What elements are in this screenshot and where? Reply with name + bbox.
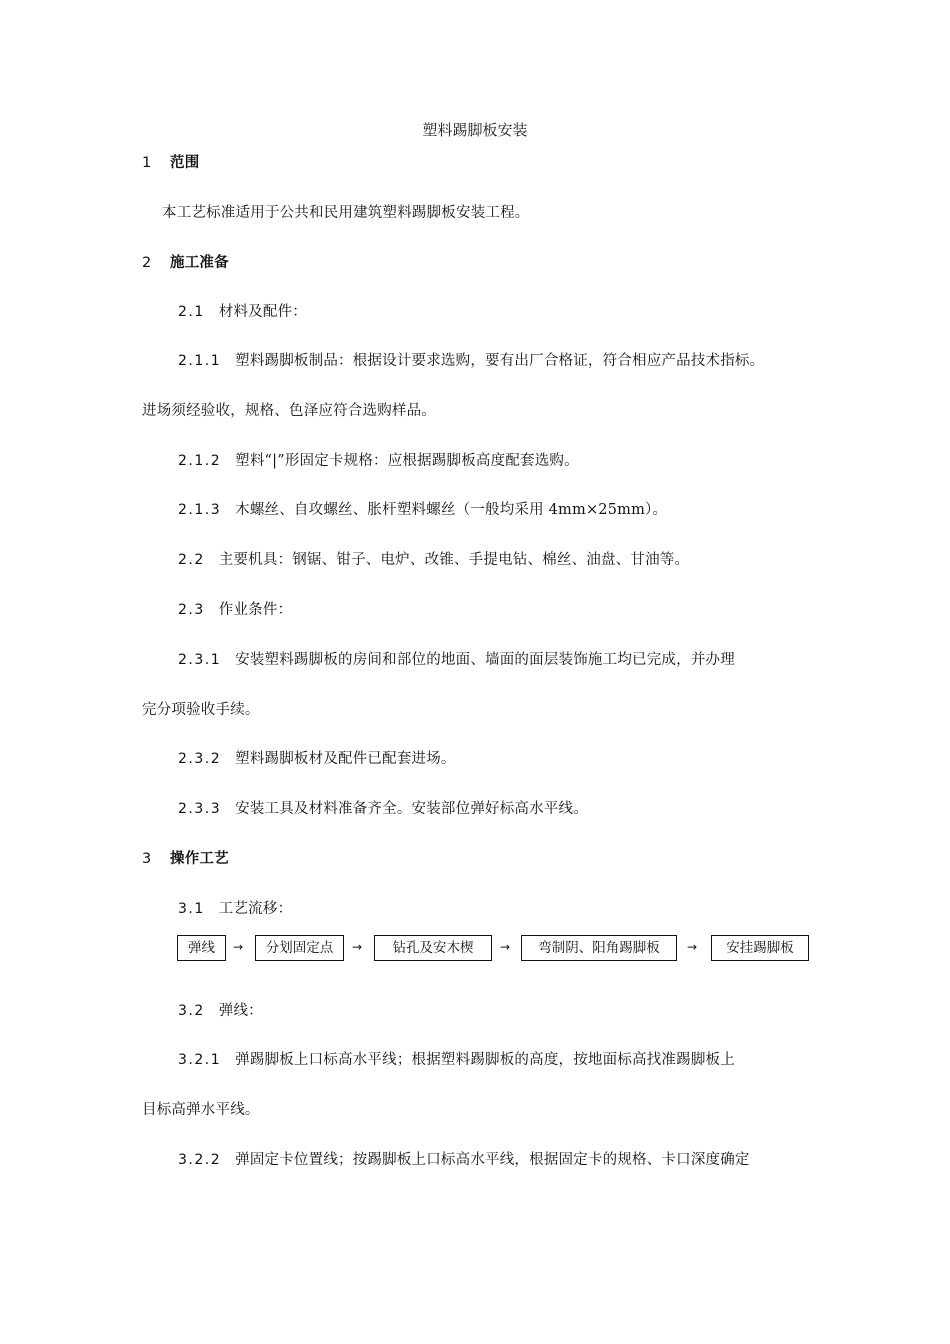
flow-step-1: 弹线 xyxy=(177,935,226,961)
item-number: 2.1.2 xyxy=(178,453,222,469)
item-text: 塑料踢脚板材及配件已配套进场。 xyxy=(235,751,456,767)
item-3-2-1 xyxy=(178,1050,735,1070)
item-text: 主要机具：钢锯、钳子、电炉、改锥、手提电钻、棉丝、油盘、甘油等。 xyxy=(218,552,690,568)
item-number: 2.3.1 xyxy=(178,652,222,668)
arrow-right-icon: → xyxy=(500,940,511,954)
item-text: 弹固定卡位置线；按踢脚板上口标高水平线，根据固定卡的规格、卡口深度确定 xyxy=(235,1152,750,1168)
item-number: 2.1.1 xyxy=(178,353,222,369)
item-2-1-2 xyxy=(178,451,579,471)
section-number: 1 xyxy=(142,155,152,171)
item-3-1 xyxy=(178,899,292,919)
item-number: 2.1 xyxy=(178,304,205,320)
section-number: 3 xyxy=(142,851,152,867)
arrow-right-icon: → xyxy=(352,940,363,954)
item-2-1 xyxy=(178,302,307,322)
flow-step-5: 安挂踢脚板 xyxy=(711,935,809,961)
section-1-body: 本工艺标准适用于公共和民用建筑塑料踢脚板安装工程。 xyxy=(162,205,530,221)
item-text: 安装工具及材料准备齐全。安装部位弹好标高水平线。 xyxy=(235,801,588,817)
item-text: 工艺流移： xyxy=(218,901,293,917)
item-text: 木螺丝、自攻螺丝、胀杆塑料螺丝（一般均采用 4mm×25mm）。 xyxy=(235,502,668,518)
section-number: 2 xyxy=(142,255,152,271)
item-text: 弹线： xyxy=(218,1003,263,1019)
section-title: 范围 xyxy=(170,155,200,171)
item-2-2 xyxy=(178,550,689,570)
item-number: 2.1.3 xyxy=(178,502,222,518)
section-heading-1 xyxy=(142,153,199,173)
section-title: 施工准备 xyxy=(170,255,229,271)
item-2-1-1 xyxy=(178,351,764,371)
item-2-1-3 xyxy=(178,500,667,520)
arrow-right-icon: → xyxy=(233,940,244,954)
item-2-3-1 xyxy=(178,650,735,670)
document-title: 塑料踢脚板安装 xyxy=(422,121,528,139)
item-number: 2.3.2 xyxy=(178,751,222,767)
flow-step-4: 弯制阴、阳角踢脚板 xyxy=(521,935,677,961)
item-text: 作业条件： xyxy=(218,602,293,618)
section-heading-3 xyxy=(142,849,229,869)
section-heading-2 xyxy=(142,253,229,273)
item-number: 3.1 xyxy=(178,901,205,917)
item-3-2-1-continuation: 目标高弹水平线。 xyxy=(142,1102,260,1118)
item-number: 2.2 xyxy=(178,552,205,568)
item-2-3-2 xyxy=(178,749,456,769)
item-text: 塑料踢脚板制品：根据设计要求选购，要有出厂合格证，符合相应产品技术指标。 xyxy=(235,353,765,369)
item-number: 2.3.3 xyxy=(178,801,222,817)
section-title: 操作工艺 xyxy=(170,851,229,867)
item-2-3-1-continuation: 完分项验收手续。 xyxy=(142,702,260,718)
item-2-1-1-continuation: 进场须经验收，规格、色泽应符合选购样品。 xyxy=(142,403,436,419)
item-3-2-2 xyxy=(178,1150,750,1170)
item-text: 材料及配件： xyxy=(218,304,307,320)
flow-step-2: 分划固定点 xyxy=(255,935,344,961)
item-text: 弹踢脚板上口标高水平线；根据塑料踢脚板的高度，按地面标高找准踢脚板上 xyxy=(235,1052,735,1068)
item-3-2 xyxy=(178,1001,263,1021)
item-number: 3.2 xyxy=(178,1003,205,1019)
item-2-3-3 xyxy=(178,799,588,819)
process-flow-diagram xyxy=(0,935,950,963)
item-number: 3.2.2 xyxy=(178,1152,222,1168)
item-number: 2.3 xyxy=(178,602,205,618)
item-text: 安装塑料踢脚板的房间和部位的地面、墙面的面层装饰施工均已完成，并办理 xyxy=(235,652,735,668)
arrow-right-icon: → xyxy=(687,940,698,954)
item-text: 塑料“|”形固定卡规格：应根据踢脚板高度配套选购。 xyxy=(235,453,579,469)
item-2-3 xyxy=(178,600,292,620)
item-number: 3.2.1 xyxy=(178,1052,222,1068)
flow-step-3: 钻孔及安木楔 xyxy=(374,935,492,961)
